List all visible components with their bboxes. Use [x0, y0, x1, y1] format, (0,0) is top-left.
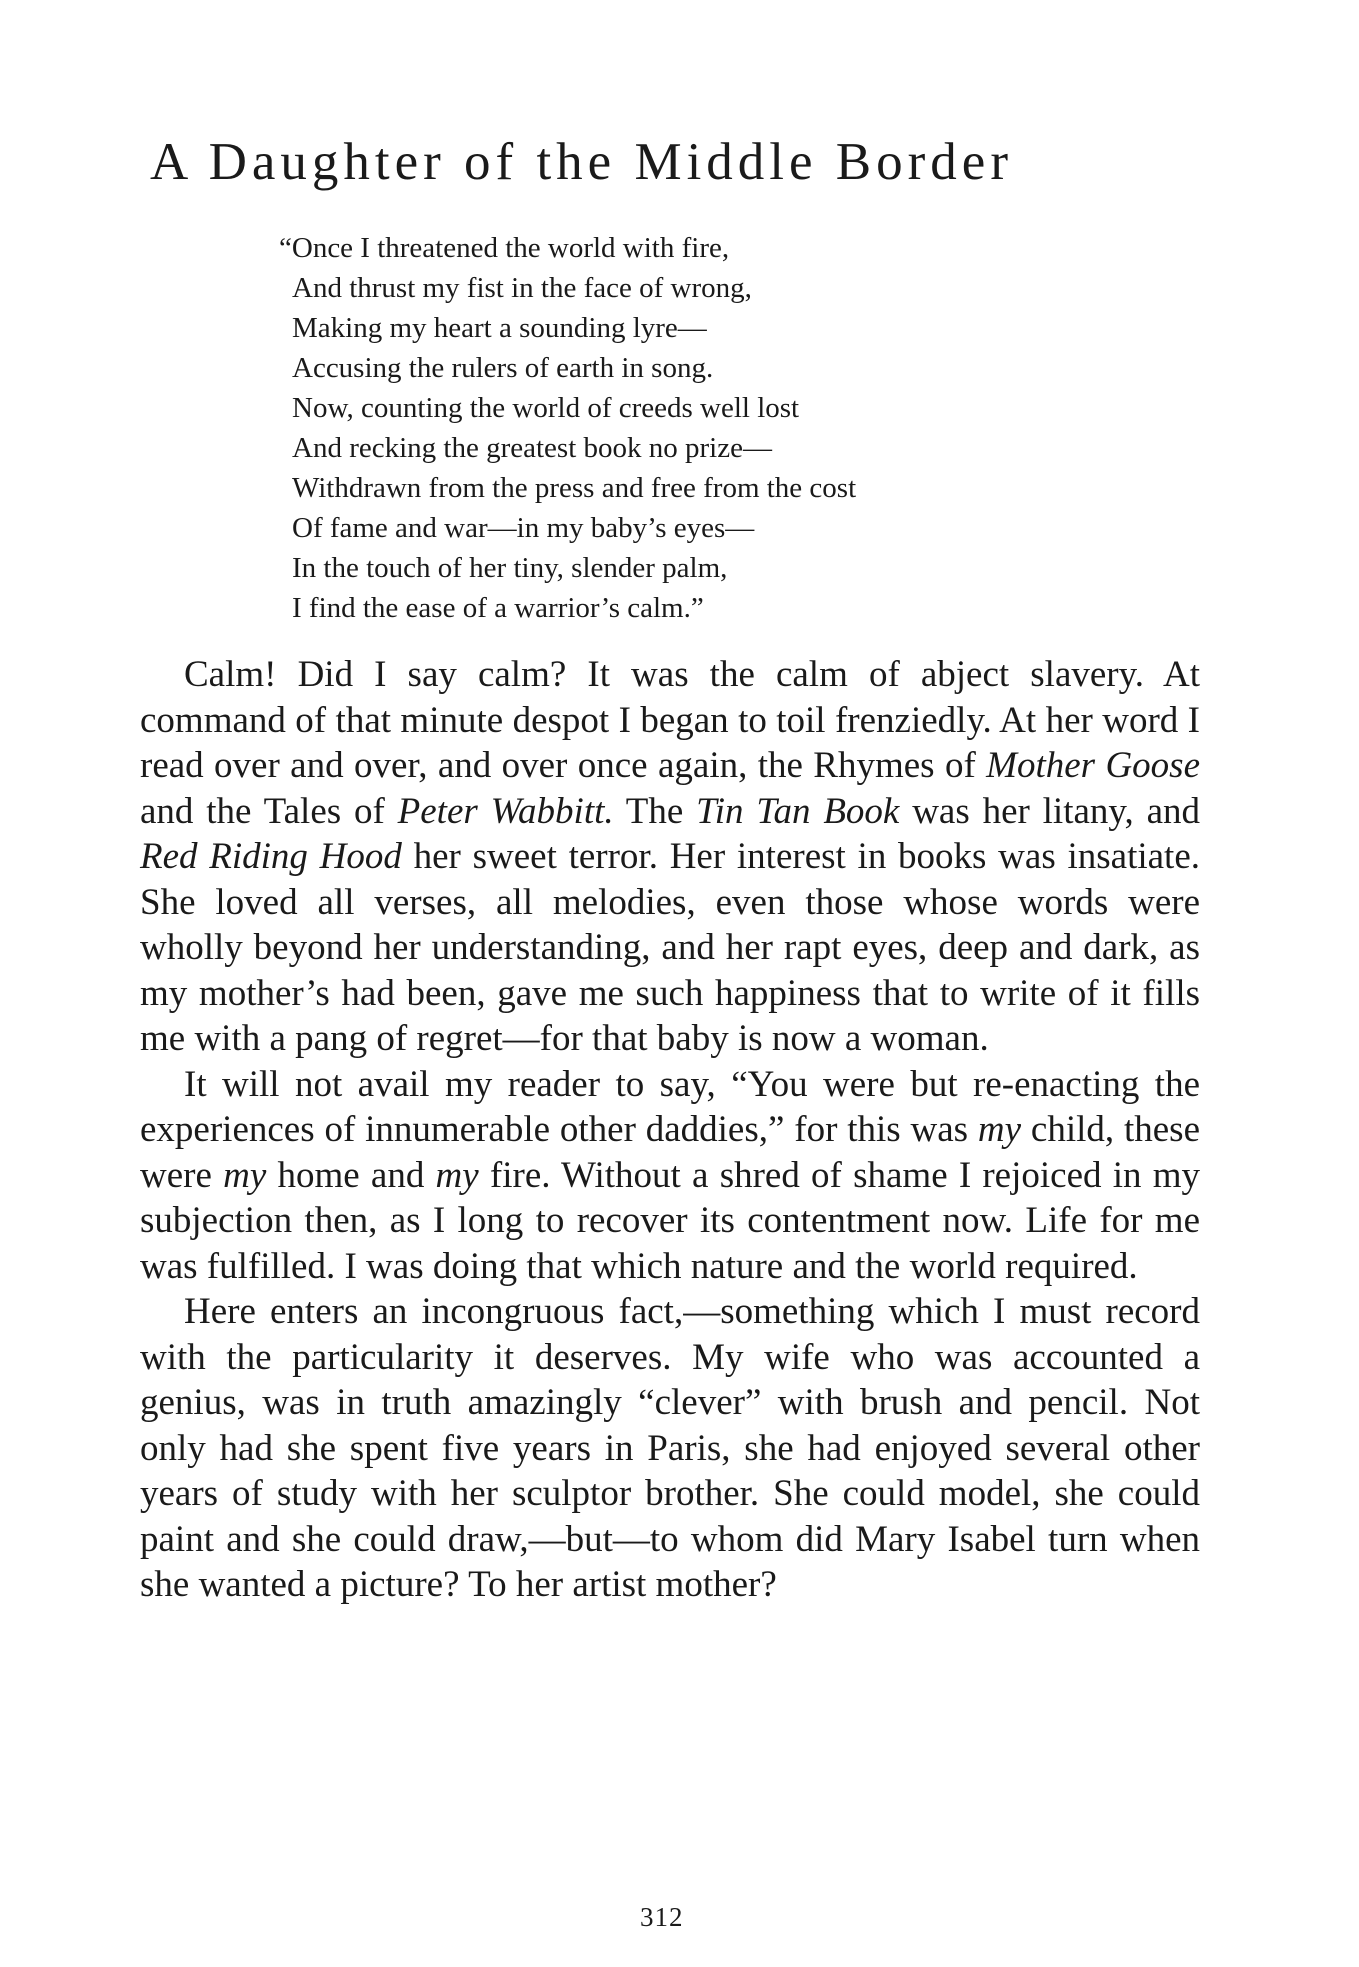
- poem-line: And thrust my fist in the face of wrong,: [292, 272, 752, 304]
- emphasis-my: my: [223, 1154, 267, 1196]
- book-title-tin-tan-book: Tin Tan Book: [696, 790, 900, 832]
- text-run: The: [613, 790, 697, 832]
- text-run: Here enters an incongruous fact,—something which I must record with the particularity it deserves. My wife who was accounted a genius, was in truth amazingly “clever” with brush and pencil. Not only had she spent five years in Paris, she had enjoyed several other years of study with her sculptor brother. She could model, she could paint and she could draw,—but—to whom did Mary Isabel turn when she wanted a picture? To her artist mother?: [140, 1291, 1200, 1605]
- poem-line: In the touch of her tiny, slender palm,: [292, 552, 728, 584]
- text-run: her sweet terror. Her interest in books was insatiate. She loved all verses, all melodies, even those whose words were wholly beyond her understanding, and her rapt eyes, deep and dark, as my mother’s had been, gave me such happiness that to write of it fills me with a pang of regret—for that baby is now a woman.: [140, 836, 1200, 1059]
- paragraph-reader: [140, 1062, 1200, 1290]
- emphasis-my: my: [435, 1154, 479, 1196]
- text-run: child, these were: [140, 1109, 1200, 1196]
- body-text: [140, 652, 1200, 1608]
- text-run: was her litany, and: [899, 790, 1201, 832]
- poem-line: I find the ease of a warrior’s calm.”: [292, 592, 704, 624]
- poem-line: Now, counting the world of creeds well lost: [292, 392, 800, 424]
- paragraph-incongruous-fact: [140, 1289, 1200, 1608]
- text-run: home and: [266, 1154, 436, 1196]
- text-run: Calm! Did I say calm? It was the calm of abject slavery. At command of that minute despot I began to toil frenziedly. At her word I read over and over, and over once again, the Rhymes of: [140, 654, 1200, 786]
- paragraph-calm: [140, 652, 1200, 1062]
- book-title-red-riding-hood: Red Riding Hood: [140, 836, 402, 877]
- poem-line: And recking the greatest book no prize—: [292, 432, 772, 464]
- text-run: and the Tales of: [140, 790, 398, 832]
- book-title-mother-goose: Mother Goose: [986, 745, 1200, 786]
- book-title-peter-wabbitt: Peter Wabbitt.: [397, 790, 614, 832]
- running-head-title: A Daughter of the Middle Border: [150, 133, 1013, 191]
- emphasis-my: my: [977, 1109, 1022, 1150]
- poem-line: Withdrawn from the press and free from the cost: [292, 472, 857, 504]
- epigraph-poem: [279, 228, 1192, 628]
- poem-line: Making my heart a sounding lyre—: [292, 312, 707, 344]
- page-number: 312: [640, 1902, 684, 1932]
- text-run: It will not avail my reader to say, “You were but re-enacting the experiences of innumerable other daddies,” for this was: [140, 1063, 1200, 1150]
- text-run: fire. Without a shred of shame I rejoiced in my subjection then, as I long to recover its contentment now. Life for me was fulfilled. I was doing that which nature and the world required.: [140, 1154, 1201, 1287]
- poem-line: Of fame and war—in my baby’s eyes—: [292, 512, 755, 544]
- poem-line: “Once I threatened the world with fire,: [279, 232, 730, 264]
- poem-line: Accusing the rulers of earth in song.: [292, 352, 714, 384]
